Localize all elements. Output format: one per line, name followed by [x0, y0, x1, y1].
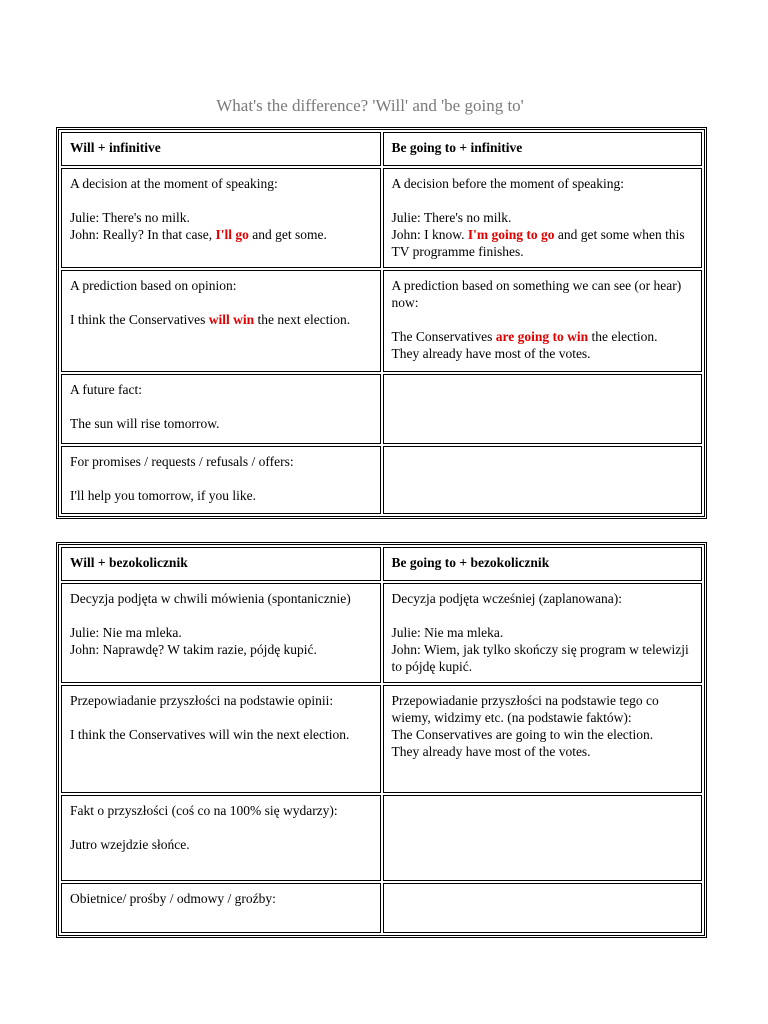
cell-heading: Obietnice/ prośby / odmowy / groźby:: [70, 891, 276, 906]
example-line: Julie: Nie ma mleka.: [391, 625, 504, 640]
cell-will-promises: [61, 446, 381, 514]
empty-cell: [383, 795, 703, 881]
table-row: [61, 685, 702, 793]
example-line: I'll help you tomorrow, if you like.: [70, 488, 257, 503]
table-header-row: [61, 132, 702, 166]
empty-cell: [383, 446, 703, 514]
table-row: [61, 446, 702, 514]
header-going-to: Be going to + infinitive: [383, 132, 703, 166]
example-line: John: Wiem, jak tylko skończy się program w telewizji to pójdę kupić.: [391, 642, 689, 674]
example-line: Jutro wzejdzie słońce.: [70, 837, 190, 852]
cell-heading: Fakt o przyszłości (coś co na 100% się wydarzy):: [70, 803, 338, 818]
empty-cell: [383, 374, 703, 444]
cell-heading: Przepowiadanie przyszłości na podstawie opinii:: [70, 693, 334, 708]
cell-heading: A future fact:: [70, 382, 142, 397]
example-line: John: I know. I'm going to go and get some when this TV programme finishes.: [391, 227, 685, 259]
grammar-table-polish: [56, 542, 707, 938]
cell-will-decision: [61, 583, 381, 683]
cell-going-to-prediction: [383, 270, 703, 372]
cell-will-prediction: [61, 270, 381, 372]
cell-heading: A prediction based on something we can see (or hear) now:: [391, 278, 682, 310]
cell-heading: A prediction based on opinion:: [70, 278, 237, 293]
cell-heading: A decision at the moment of speaking:: [70, 176, 278, 191]
cell-will-prediction: [61, 685, 381, 793]
document-title: What's the difference? 'Will' and 'be going to': [216, 96, 524, 115]
cell-will-future-fact: [61, 795, 381, 881]
example-line: I think the Conservatives will win the next election.: [70, 312, 351, 327]
grammar-table-english: [56, 127, 707, 519]
example-line: They already have most of the votes.: [391, 346, 591, 361]
example-line: The Conservatives are going to win the election.: [391, 329, 658, 344]
cell-heading: A decision before the moment of speaking:: [391, 176, 624, 191]
example-line: The sun will rise tomorrow.: [70, 416, 220, 431]
highlight-text: I'll go: [215, 227, 249, 242]
example-line: They already have most of the votes.: [391, 744, 591, 759]
table-row: [61, 374, 702, 444]
table-header-row: [61, 547, 702, 581]
table-row: [61, 883, 702, 933]
cell-going-to-decision: [383, 583, 703, 683]
empty-cell: [383, 883, 703, 933]
example-line: Julie: Nie ma mleka.: [70, 625, 182, 640]
cell-will-promises: [61, 883, 381, 933]
cell-will-decision: [61, 168, 381, 268]
example-line: The Conservatives are going to win the election.: [391, 727, 654, 742]
highlight-text: are going to win: [495, 329, 589, 344]
header-will: Will + bezokolicznik: [61, 547, 381, 581]
table-row: [61, 270, 702, 372]
table-row: [61, 168, 702, 268]
header-going-to: Be going to + bezokolicznik: [383, 547, 703, 581]
example-line: Julie: There's no milk.: [391, 210, 512, 225]
example-line: John: Really? In that case, I'll go and get some.: [70, 227, 327, 242]
table-row: [61, 583, 702, 683]
example-line: Julie: There's no milk.: [70, 210, 190, 225]
cell-heading: Decyzja podjęta wcześniej (zaplanowana):: [391, 591, 623, 606]
cell-going-to-prediction: [383, 685, 703, 793]
highlight-text: I'm going to go: [467, 227, 555, 242]
cell-heading: For promises / requests / refusals / offers:: [70, 454, 294, 469]
header-will: Will + infinitive: [61, 132, 381, 166]
highlight-text: will win: [208, 312, 255, 327]
example-line: I think the Conservatives will win the next election.: [70, 727, 350, 742]
cell-will-future-fact: [61, 374, 381, 444]
table-row: [61, 795, 702, 881]
cell-heading: Decyzja podjęta w chwili mówienia (spontanicznie): [70, 591, 351, 606]
cell-heading: Przepowiadanie przyszłości na podstawie tego co wiemy, widzimy etc. (na podstawie faktów):: [391, 693, 659, 725]
example-line: John: Naprawdę? W takim razie, pójdę kupić.: [70, 642, 317, 657]
cell-going-to-decision: [383, 168, 703, 268]
